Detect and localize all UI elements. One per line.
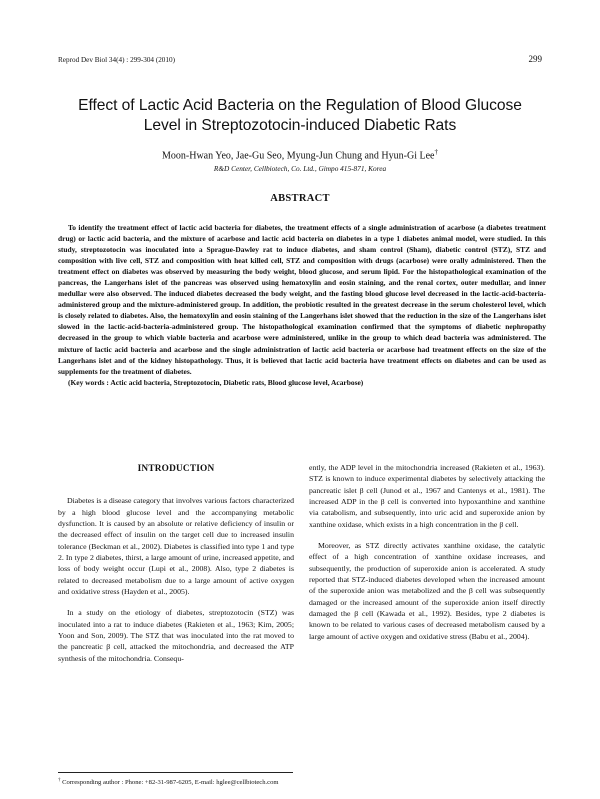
corresponding-mark: † <box>434 148 438 156</box>
footnote <box>58 778 546 786</box>
running-head <box>58 56 542 64</box>
intro-paragraph-3: Moreover, as STZ directly activates xanthine oxidase, the catalytic effect of a high concentration of xanthine oxidase increases, and subsequently, the production of superoxide anion is accelerated. A study reported that STZ-induced diabetes developed when the increased amount of the superoxide anion was metabolized and the β cell was subsequently damaged or the increased amount of the superoxide anion itself directly damaged the β cell (Kawada et al., 1992). Besides, type 2 diabetes is known to be related to various cases of decreased metabolism caused by a large amount of active oxygen and oxidative stress (Babu et al., 2004). <box>309 541 545 641</box>
introduction-heading: INTRODUCTION <box>137 464 215 474</box>
journal-citation: Reprod Dev Biol 34(4) : 299-304 (2010) <box>58 56 175 64</box>
intro-paragraph-2-continued: ently, the ADP level in the mitochondria increased (Rakieten et al., 1963). STZ is known to induce experimental diabetes by selectively attacking the pancreatic islet β cell (Junod et al., 1967 and Cantenys et al., 1981). The increased ADP in the β cell is converted into hypoxanthine and xanthine via catabolism, and subsequently, into uric acid and superoxide anion by xanthine oxidase, which exists in a high concentration in the β cell. <box>309 463 545 529</box>
title-line-1: Effect of Lactic Acid Bacteria on the Regulation of Blood Glucose <box>78 97 522 114</box>
article-title <box>40 96 560 136</box>
left-column <box>58 462 294 664</box>
author-list <box>40 148 560 161</box>
footnote-mark: † <box>58 778 61 783</box>
author-names: Moon-Hwan Yeo, Jae-Gu Seo, Myung-Jun Chung and Hyun-Gi Lee <box>162 150 435 162</box>
title-line-2: Level in Streptozotocin-induced Diabetic Rats <box>143 117 457 134</box>
abstract-keywords: (Key words : Actic acid bacteria, Streptozotocin, Diabetic rats, Blood glucose level, Acarbose) <box>68 377 364 387</box>
right-column <box>309 462 545 642</box>
affiliation: R&D Center, Cellbiotech, Co. Ltd., Gimpo 415-871, Korea <box>213 164 387 173</box>
intro-paragraph-2: In a study on the etiology of diabetes, streptozotocin (STZ) was inoculated into a rat to induce diabetes (Rakieten et al., 1963; Kim, 2005; Yoon and Son, 2009). The STZ that was inoculated into the rat moved to the pancreatic β cell, attacked the mitochondria, and decreased the ATP synthesis of the mitochondria. Consequ- <box>58 608 294 663</box>
abstract <box>58 222 546 388</box>
intro-paragraph-1: Diabetes is a disease category that involves various factors characterized by a high blood glucose level and the accompanying metabolic dysfunction. It is caused by an absolute or relative deficiency of insulin or the decreased effect of insulin on the target cell due to increased insulin tolerance (Beckman et al., 2002). Diabetes is classified into type 1 and type 2. In type 2 diabetes, thirst, a large amount of urine, increased appetite, and loss of body weight occur (Lupi et al., 2008). Also, type 2 diabetes is related to decreased metabolism due to a large amount of active oxygen and oxidative stress (Hayden et al., 2005). <box>58 496 294 597</box>
page-number: 299 <box>528 54 542 64</box>
footnote-divider <box>58 772 293 773</box>
abstract-body: To identify the treatment effect of lactic acid bacteria for diabetes, the treatment effects of a single administration of acarbose (a diabetes treatment drug) or lactic acid bacteria, and the mixture of acarbose and lactic acid bacteria on diabetes in a type 1 diabetes animal model, were studied. In this study, streptozotocin was inoculated into a Sprague-Dawley rat to induce diabetes, and sham control (Sham), diabetic control (STZ), STZ and composition with live cell, STZ and composition with heat killed cell, STZ and composition with drugs (acarbose) were orally administered. Then the treatment effect on diabetes was observed by measuring the body weight, blood glucose, and serum lipid. For the histopathological examination of the pancreas, the Langerhans islet of the pancreas was observed using hematoxylin and eosin staining, and the renal cortex, outer medullar, and inner medullar were also observed. The induced diabetes decreased the body weight, and the fasting blood glucose level decreased in the lactic-acid-bacteria-administered group and the mixture-administered group. In addition, the probiotic resulted in the greatest decrease in the serum cholesterol level, which is closely related to diabetes. Also, the hematoxylin and eosin staining of the Langerhans islet showed that the reduction in the size of the Langerhans islet slowed in the lactic-acid-bacteria-administered group. The histopathological examination confirmed that the symptoms of diabetic nephropathy decreased in the group to which viable bacteria and acarbose were administered, unlike in the group to which dead bacteria was administered. The mixture of lactic acid bacteria and acarbose and the single administration of lactic acid bacteria or acarbose had treatment effects on the size of the Langerhans islet and of the kidney histopathology. Thus, it is believed that lactic acid bacteria have treatment effects on diabetes and can be used as supplements for the treatment of diabetes. <box>58 223 546 376</box>
footnote-text: Corresponding author : Phone: +82-31-987-6205, E-mail: hglee@cellbiotech.com <box>62 779 279 787</box>
abstract-heading: ABSTRACT <box>270 193 330 204</box>
